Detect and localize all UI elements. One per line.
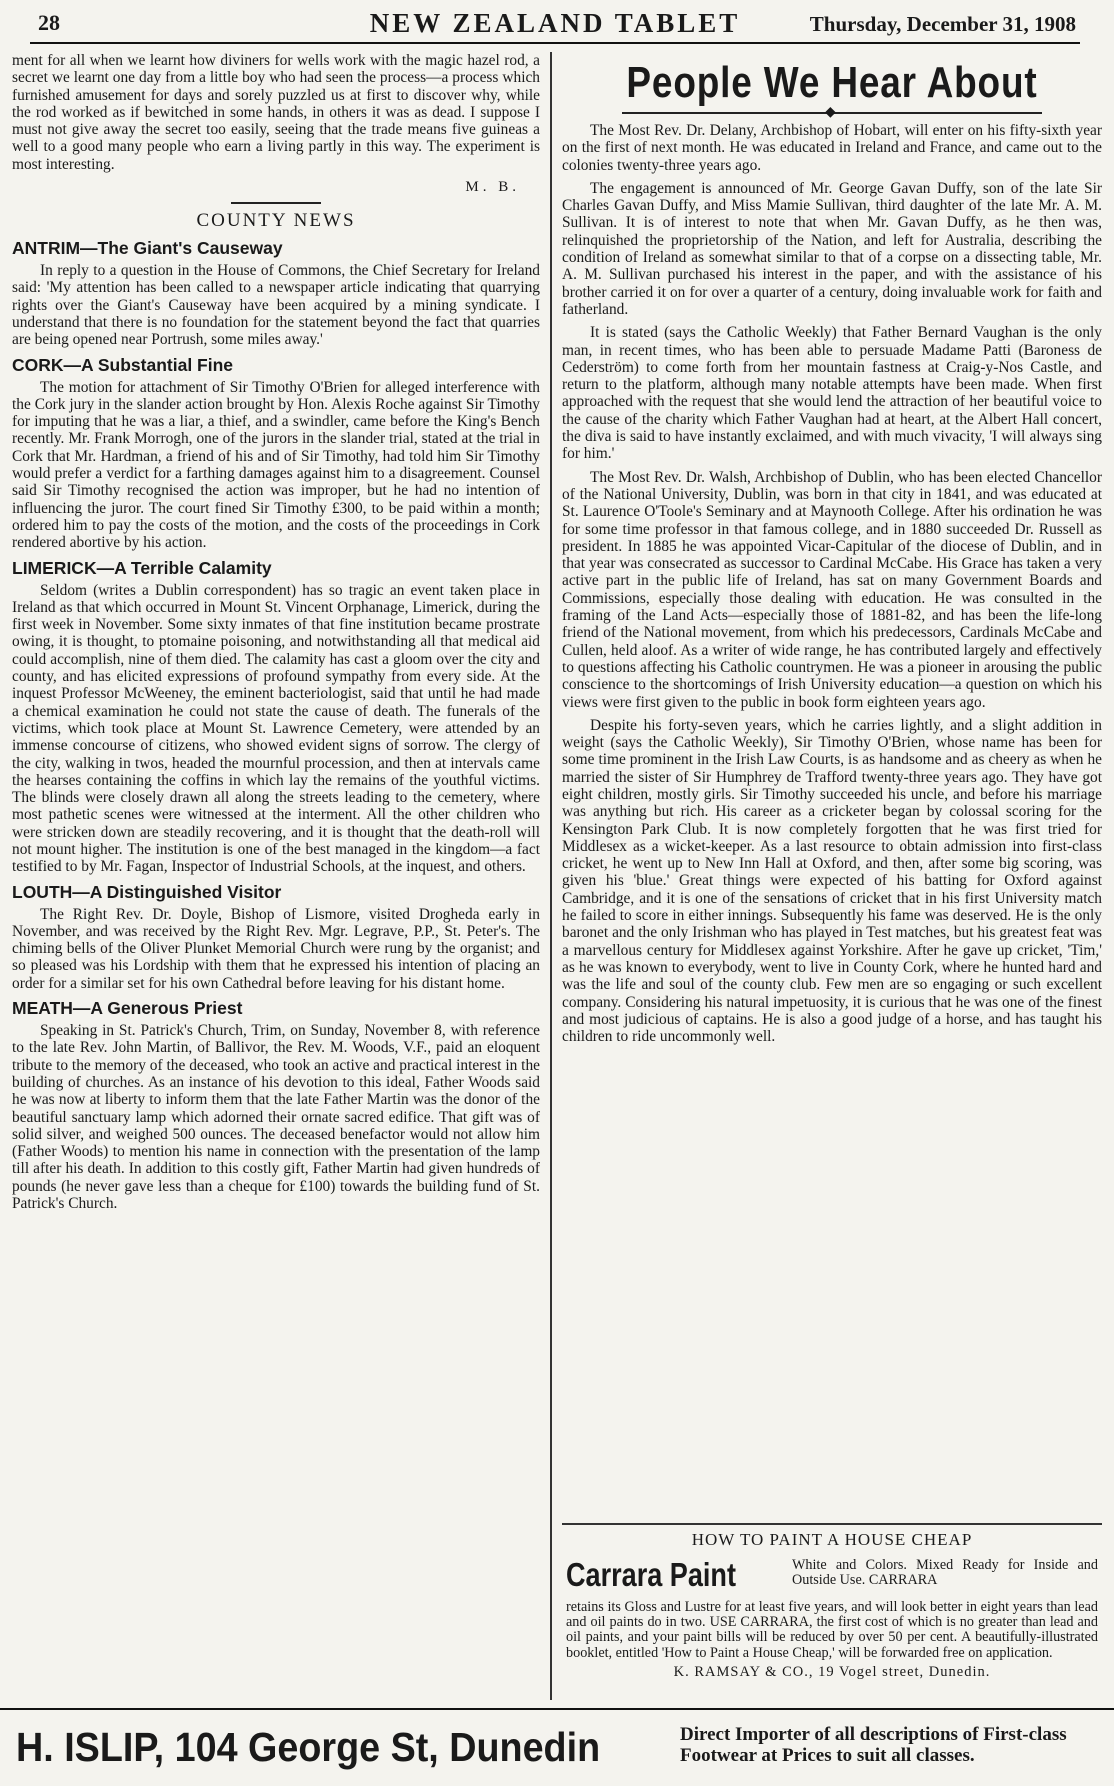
limerick-heading: LIMERICK—A Terrible Calamity	[12, 557, 272, 578]
continued-article-text: ment for all when we learnt how diviners for wells work with the magic hazel rod, a secret we learnt one day from a little boy who had seen the process—a process which furnished amusement for days and sorely puzzled us at first to discover why, while the rod worked as if bewitched in some hands, in others it was as dead. I suppose I must not give away the secret too easily, seeing that the trade means five guineas a well to a good many people who earn a living partly in this way. The experiment is most interesting.	[12, 52, 540, 173]
footer-business-name: H. ISLIP, 104 George St, Dunedin	[16, 1724, 601, 1770]
paragraph-vaughan: It is stated (says the Catholic Weekly) that Father Bernard Vaughan is the only man, in recent times, who has been able to persuade Madame Patti (Baroness de Cederström) to come forth from her mountain fastness at Craig-y-Nos Castle, and return to the platform, although many notable attempts have been made. When first approached with the request that she would lend the attraction of her beautiful voice to the cause of the charity which Father Vaughan had at heart, at the Albert Hall concert, the diva is said to have instantly exclaimed, and with much vivacity, 'I will always sing for him.'	[562, 324, 1102, 463]
left-column	[12, 52, 540, 1700]
advert-brand-description: White and Colors. Mixed Ready for Inside and Outside Use. CARRARA	[792, 1557, 1098, 1588]
antrim-text: In reply to a question in the House of Commons, the Chief Secretary for Ireland said: 'My attention has been called to a newspaper article indicating that quarrying rights over the Giant's Causeway have been acquired by a mining syndicate. I understand that there is no foundation for the statement beyond the fact that quarries are being opened near Portrush, some miles away.'	[12, 262, 540, 349]
antrim-heading: ANTRIM—The Giant's Causeway	[12, 238, 283, 259]
divider	[231, 202, 321, 204]
paragraph-delany: The Most Rev. Dr. Delany, Archbishop of Hobart, will enter on his fifty-sixth year on the first of next month. He was educated in Ireland and France, and came out to the colonies twenty-three years ago.	[562, 122, 1102, 174]
advert-divider	[562, 1523, 1102, 1525]
people-we-hear-about-title: People We Hear About	[626, 58, 1038, 107]
advert-brand-row	[562, 1556, 1102, 1600]
column-divider	[550, 52, 552, 1700]
meath-text: Speaking in St. Patrick's Church, Trim, on Sunday, November 8, with reference to the late Rev. John Martin, of Ballivor, the Rev. M. Woods, V.F., paid an eloquent tribute to the memory of the deceased, who took an active and practical interest in the building of churches. As an instance of his devotion to this ideal, Father Woods said he was now at liberty to inform them that the late Father Martin was the donor of the beautiful sanctuary lamp which adorned their ornate sacred edifice. That gift was of solid silver, and weighed 500 ounces. The deceased benefactor would not allow him (Father Woods) to mention his name in connection with the presentation of the lamp till after his death. In addition to this costly gift, Father Martin had given hundreds of pounds (he never gave less than a cheque for £100) towards the building fund of St. Patrick's Church.	[12, 1022, 540, 1213]
paragraph-walsh: The Most Rev. Dr. Walsh, Archbishop of Dublin, who has been elected Chancellor of the National University, Dublin, was born in that city in 1841, and was educated at St. Laurence O'Toole's Seminary and at Maynooth College. After his ordination he was for some time professor in that famous college, and in 1880 succeeded Dr. Russell as president. In 1885 he was appointed Vicar-Capitular of the diocese of Dublin, and in that year was consecrated as successor to Cardinal McCabe. His Grace has taken a very active part in the public life of Ireland, has sat on many Government Boards and Commissions, especially those dealing with education. He was consulted in the framing of the Land Acts—especially those of 1881-82, and has been the life-long friend of the National movement, from which his predecessors, Cardinals McCabe and Cullen, held aloof. As a writer of wide range, he has contributed largely and effectively to questions affecting his Catholic countrymen. He was a pioneer in arousing the public conscience to the shortcomings of Irish University education—a question on which his views were first given to the public in book form eighteen years ago.	[562, 468, 1102, 711]
newspaper-title: NEW ZEALAND TABLET	[369, 8, 741, 38]
paragraph-obrien: Despite his forty-seven years, which he carries lightly, and a slight addition in weight (says the Catholic Weekly), Sir Timothy O'Brien, whose name has been for some time prominent in the Irish Law Courts, is as handsome and as cheery as when he married the sister of Sir Humphrey de Trafford twenty-three years ago. They have got eight children, mostly girls. Sir Timothy succeeded his uncle, and before his marriage was anything but rich. His career as a cricketer began by colossal scoring for the Kensington Park Club. It is now completely forgotten that he was first tried for Middlesex as a wicket-keeper. As a last resource to obtain admission into first-class cricket, he went up to New Inn Hall at Oxford, and then, after some big scoring, was given his 'blue.' Great things were expected of his batting for Oxford against Cambridge, and it is one of the sensations of cricket that in his first University match he failed to score in either innings. Subsequently his fame was deserved. He is the only baronet and the only Irishman who has played in Test matches, but his greatest feat was a marvellous century for Middlesex against Yorkshire. After he gave up cricket, 'Tim,' as he was known to everybody, went to live in County Cork, where he hunted hard and was the life and soul of the county club. Few men are so engaging or such excellent company. Considering his natural impetuosity, it is curious that he was one of the finest and most judicious of captains. He is also a good judge of a horse, and has taught his children to ride uncommonly well.	[562, 716, 1102, 1046]
carrara-advert	[562, 1530, 1102, 1700]
right-column	[562, 52, 1102, 1522]
advert-heading: HOW TO PAINT A HOUSE CHEAP	[691, 1530, 973, 1549]
section-title: COUNTY NEWS	[196, 210, 356, 232]
advert-signoff: K. RAMSAY & CO., 19 Vogel street, Dunedin.	[673, 1663, 991, 1680]
issue-date: Thursday, December 31, 1908	[809, 12, 1076, 36]
meath-heading: MEATH—A Generous Priest	[12, 998, 243, 1019]
title-rule	[622, 105, 1042, 120]
cork-heading: CORK—A Substantial Fine	[12, 354, 234, 375]
footer-advert	[0, 1708, 1114, 1786]
masthead	[30, 8, 1080, 44]
footer-tagline: Direct Importer of all descriptions of First-class Footwear at Prices to suit all classes.	[680, 1724, 1067, 1766]
cork-text: The motion for attachment of Sir Timothy O'Brien for alleged interference with the Cork jury in the slander action brought by Hon. Alexis Roche against Sir Timothy for imputing that he was a liar, a thief, and a swindler, came before the King's Bench recently. Mr. Frank Morrogh, one of the jurors in the slander trial, stated at the trial in Cork that Mr. Hardman, a friend of his and of Sir Timothy, had told him Sir Timothy would prefer a verdict for a farthing damages against him to a disagreement. Counsel said Sir Timothy recognised the action was improper, but he had no intention of influencing the juror. The court fined Sir Timothy £300, to be paid within a month; ordered him to pay the costs of the motion, and the costs of the proceedings in Cork rendered abortive by his action.	[12, 378, 540, 552]
author-signature: M. B.	[465, 179, 520, 196]
page-number: 28	[38, 10, 60, 35]
limerick-text: Seldom (writes a Dublin correspondent) has so tragic an event taken place in Ireland as that which occurred in Mount St. Vincent Orphanage, Limerick, during the first week in November. Some sixty inmates of that fine institution became prostrate owing, it is thought, to ptomaine poisoning, and notwithstanding all that medical aid could accomplish, nine of them died. The calamity has cast a gloom over the city and county, and has elicited expressions of profound sympathy from every side. At the inquest Professor McWeeney, the eminent bacteriologist, said that until he had made a chemical examination he could not state the cause of death. The funerals of the victims, which took place at Mount St. Lawrence Cemetery, were attended by an immense concourse of citizens, who showed evident signs of sorrow. The clergy of the city, walking in twos, headed the mournful procession, and then at intervals came the hearses containing the coffins in which lay the remains of the youthful victims. The blinds were closely drawn all along the streets leading to the cemetery, where most pathetic scenes were witnessed at the interment. All the other children who were stricken down are steadily recovering, and it is thought that the death-roll will not mount higher. The institution is one of the best managed in the kingdom—a fact testified to by Mr. Fagan, Inspector of Industrial Schools, at the inquest, and others.	[12, 581, 540, 876]
louth-text: The Right Rev. Dr. Doyle, Bishop of Lismore, visited Drogheda early in November, and was received by the Right Rev. Mgr. Legrave, P.P., St. Peter's. The chiming bells of the Oliver Plunket Memorial Church were rung by the organist; and so pleased was his Lordship with them that he expressed his intention of placing an order for a similar set for his own Cathedral before leaving for his distant home.	[12, 905, 540, 992]
diamond-ornament-icon: ◆	[825, 105, 836, 120]
paragraph-duffy: The engagement is announced of Mr. George Gavan Duffy, son of the late Sir Charles Gavan Duffy, and Miss Mamie Sullivan, third daughter of the late Mr. A. M. Sullivan. It is of interest to note that when Mr. Gavan Duffy, as he then was, relinquished the proprietorship of the Nation, and left for Australia, describing the condition of Ireland as somewhat similar to that of a corpse on a dissecting table, Mr. A. M. Sullivan purchased his interest in the paper, and with the assistance of his brother carried it on for over a quarter of a century, doing invaluable work for faith and fatherland.	[562, 179, 1102, 318]
louth-heading: LOUTH—A Distinguished Visitor	[12, 881, 282, 902]
advert-brand: Carrara Paint	[566, 1556, 736, 1593]
advert-body: retains its Gloss and Lustre for at least five years, and will look better in eight years than lead and oil paints do in two. USE CARRARA, the first cost of which is no greater than lead and oil paints, and your paint bills will be reduced by over 50 per cent. A beautifully-illustrated booklet, entitled 'How to Paint a House Cheap,' will be forwarded free on application.	[566, 1599, 1098, 1661]
